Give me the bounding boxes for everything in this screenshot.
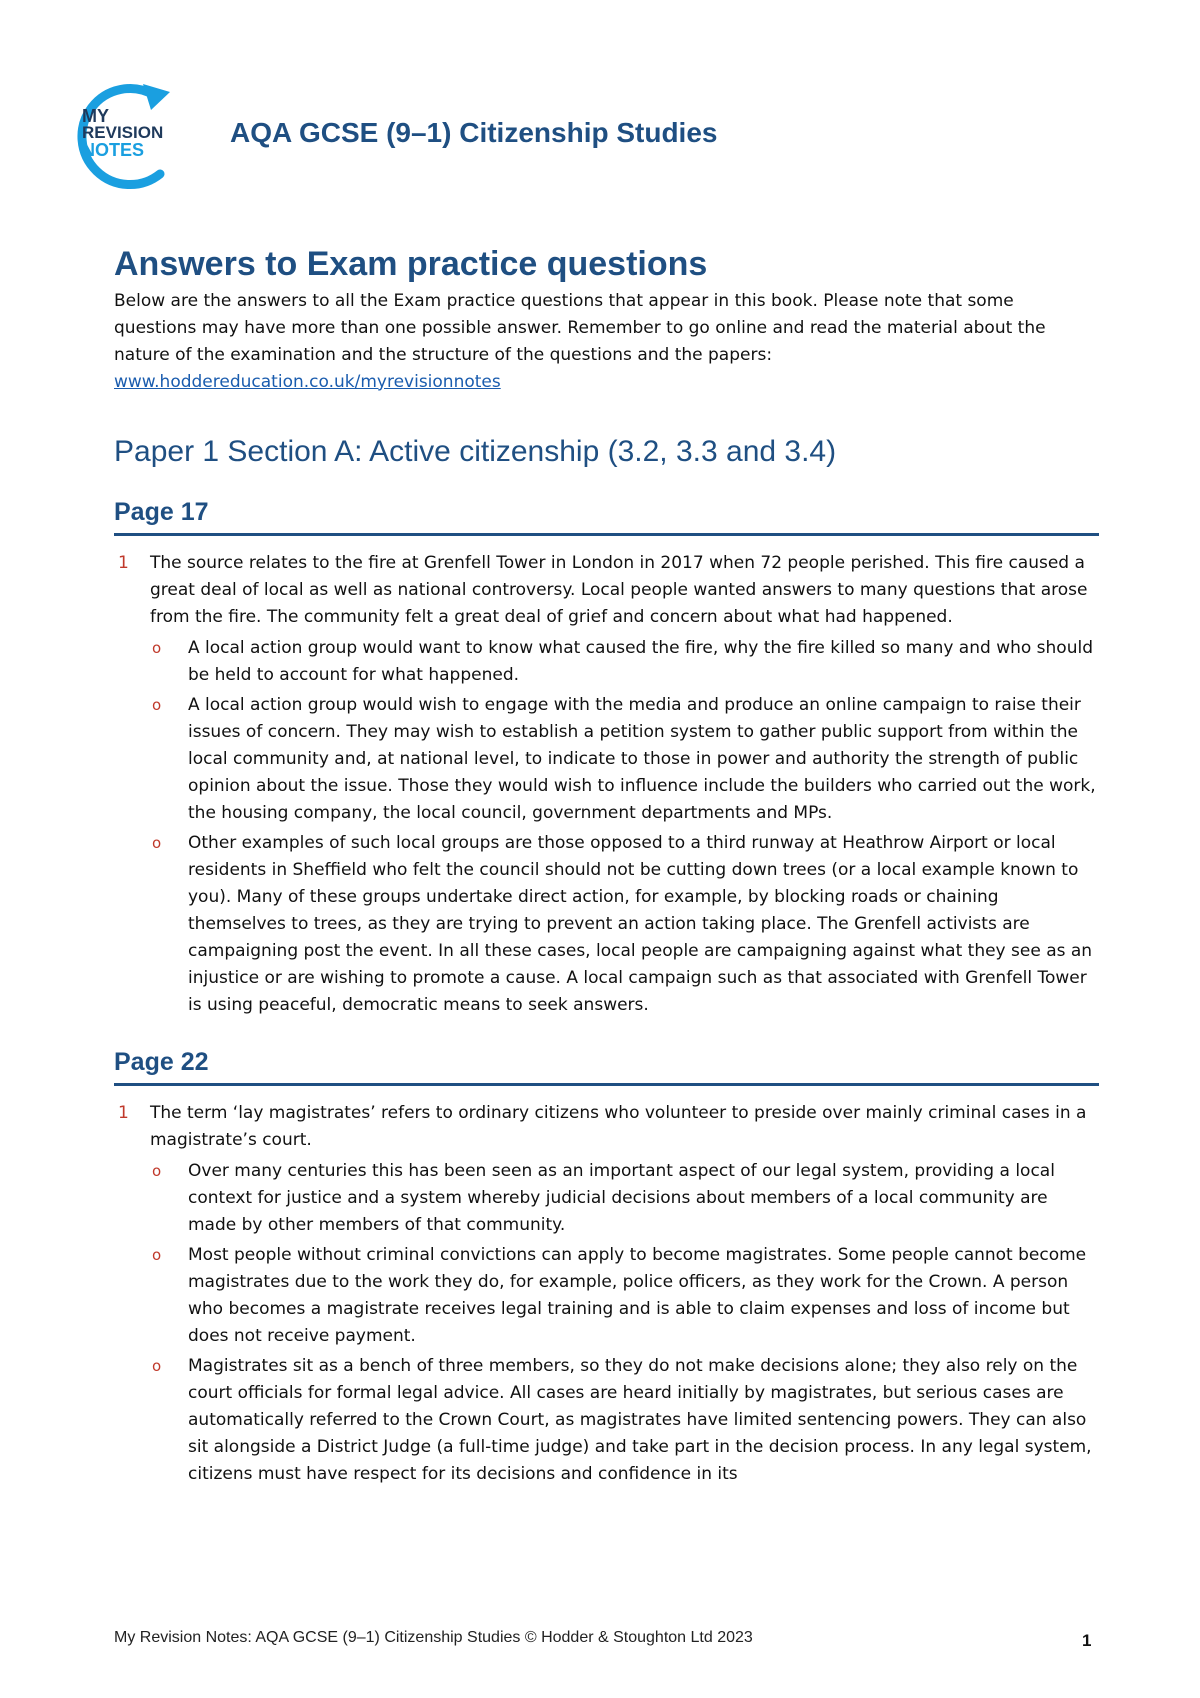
- bullet-text: A local action group would wish to engage with the media and produce an online campaign to raise their issues of concern. They may wish to establish a petition system to gather public support from within the local community and, at national level, to indicate to those in power and authority the strength of public opinion about the issue. Those they would wish to influence include the builders who carried out the work, the housing company, the local council, government departments and MPs.: [188, 694, 1096, 823]
- logo-arrow-head: [143, 84, 170, 110]
- question-item: [114, 550, 1099, 1019]
- intro-paragraph: [114, 288, 1074, 396]
- page-number: 1: [1082, 1631, 1092, 1650]
- bullet-circle-icon: o: [152, 833, 162, 852]
- bullet-circle-icon: o: [152, 695, 162, 714]
- logo-text-revision: REVISION: [82, 123, 164, 142]
- bullet-text: Over many centuries this has been seen as an important aspect of our legal system, providing a local context for justice and a system whereby judicial decisions about members of a local community are made by other members of that community.: [188, 1160, 1055, 1235]
- bullet-text: Other examples of such local groups are those opposed to a third runway at Heathrow Airport or local residents in Sheffield who felt the council should not be cutting down trees (or a local example known to you). Many of these groups undertake direct action, for example, by blocking roads or chaining themselves to trees, as they are trying to prevent an action taking place. The Grenfell activists are campaigning post the event. In all these cases, local people are campaigning against what they see as an injustice or are wishing to promote a cause. A local campaign such as that associated with Grenfell Tower is using peaceful, democratic means to seek answers.: [188, 832, 1093, 1015]
- logo-graphic: [66, 78, 196, 196]
- bullet-circle-icon: o: [152, 1245, 162, 1264]
- answer-bullet: [150, 635, 1099, 689]
- my-revision-notes-logo: [66, 78, 196, 196]
- answer-bullet: [150, 830, 1099, 1019]
- main-heading: Answers to Exam practice questions: [114, 245, 708, 283]
- bullet-circle-icon: o: [152, 1161, 162, 1180]
- question-item: [114, 1100, 1099, 1488]
- bullet-text: Most people without criminal convictions can apply to become magistrates. Some people cannot become magistrates due to the work they do, for example, police officers, as they work for the Crown. A person who becomes a magistrate receives legal training and is able to claim expenses and loss of income but does not receive payment.: [188, 1244, 1087, 1346]
- question-number: 1: [118, 1102, 129, 1123]
- answer-bullet: [150, 692, 1099, 827]
- question-text: The source relates to the fire at Grenfell Tower in London in 2017 when 72 people perished. This fire caused a great deal of local as well as national controversy. Local people wanted answers to many questions that arose from the fire. The community felt a great deal of grief and concern about what had happened.: [150, 552, 1088, 627]
- answer-bullet: [150, 1158, 1099, 1239]
- section-heading: Paper 1 Section A: Active citizenship (3.2, 3.3 and 3.4): [114, 434, 837, 468]
- page-heading: Page 17: [114, 497, 1099, 536]
- answer-bullet-list: [150, 635, 1099, 1019]
- page-22-block: [114, 1047, 1099, 1488]
- page-heading: Page 22: [114, 1047, 1099, 1086]
- logo-text-notes: NOTES: [82, 140, 145, 160]
- document-title: AQA GCSE (9–1) Citizenship Studies: [230, 117, 718, 148]
- logo-text-my: MY: [82, 106, 109, 126]
- bullet-circle-icon: o: [152, 638, 162, 657]
- footer-text: My Revision Notes: AQA GCSE (9–1) Citizenship Studies © Hodder & Stoughton Ltd 2023: [114, 1629, 753, 1646]
- myrevisionnotes-link[interactable]: www.hoddereducation.co.uk/myrevisionnotes: [114, 371, 501, 392]
- bullet-text: Magistrates sit as a bench of three members, so they do not make decisions alone; they also rely on the court officials for formal legal advice. All cases are heard initially by magistrates, but serious cases are automatically referred to the Crown Court, as magistrates have limited sentencing powers. They can also sit alongside a District Judge (a full-time judge) and take part in the decision process. In any legal system, citizens must have respect for its decisions and confidence in its: [188, 1355, 1092, 1484]
- answer-bullet-list: [150, 1158, 1099, 1488]
- intro-text: Below are the answers to all the Exam practice questions that appear in this book. Please note that some questions may have more than one possible answer. Remember to go online and read the material about the nature of the examination and the structure of the questions and the papers:: [114, 290, 1046, 365]
- answer-bullet: [150, 1353, 1099, 1488]
- question-number: 1: [118, 552, 129, 573]
- page-17-block: [114, 497, 1099, 1019]
- answer-bullet: [150, 1242, 1099, 1350]
- question-text: The term ‘lay magistrates’ refers to ordinary citizens who volunteer to preside over mainly criminal cases in a magistrate’s court.: [150, 1102, 1087, 1150]
- bullet-text: A local action group would want to know what caused the fire, why the fire killed so many and who should be held to account for what happened.: [188, 637, 1093, 685]
- main-content: [114, 244, 1099, 1491]
- bullet-circle-icon: o: [152, 1356, 162, 1375]
